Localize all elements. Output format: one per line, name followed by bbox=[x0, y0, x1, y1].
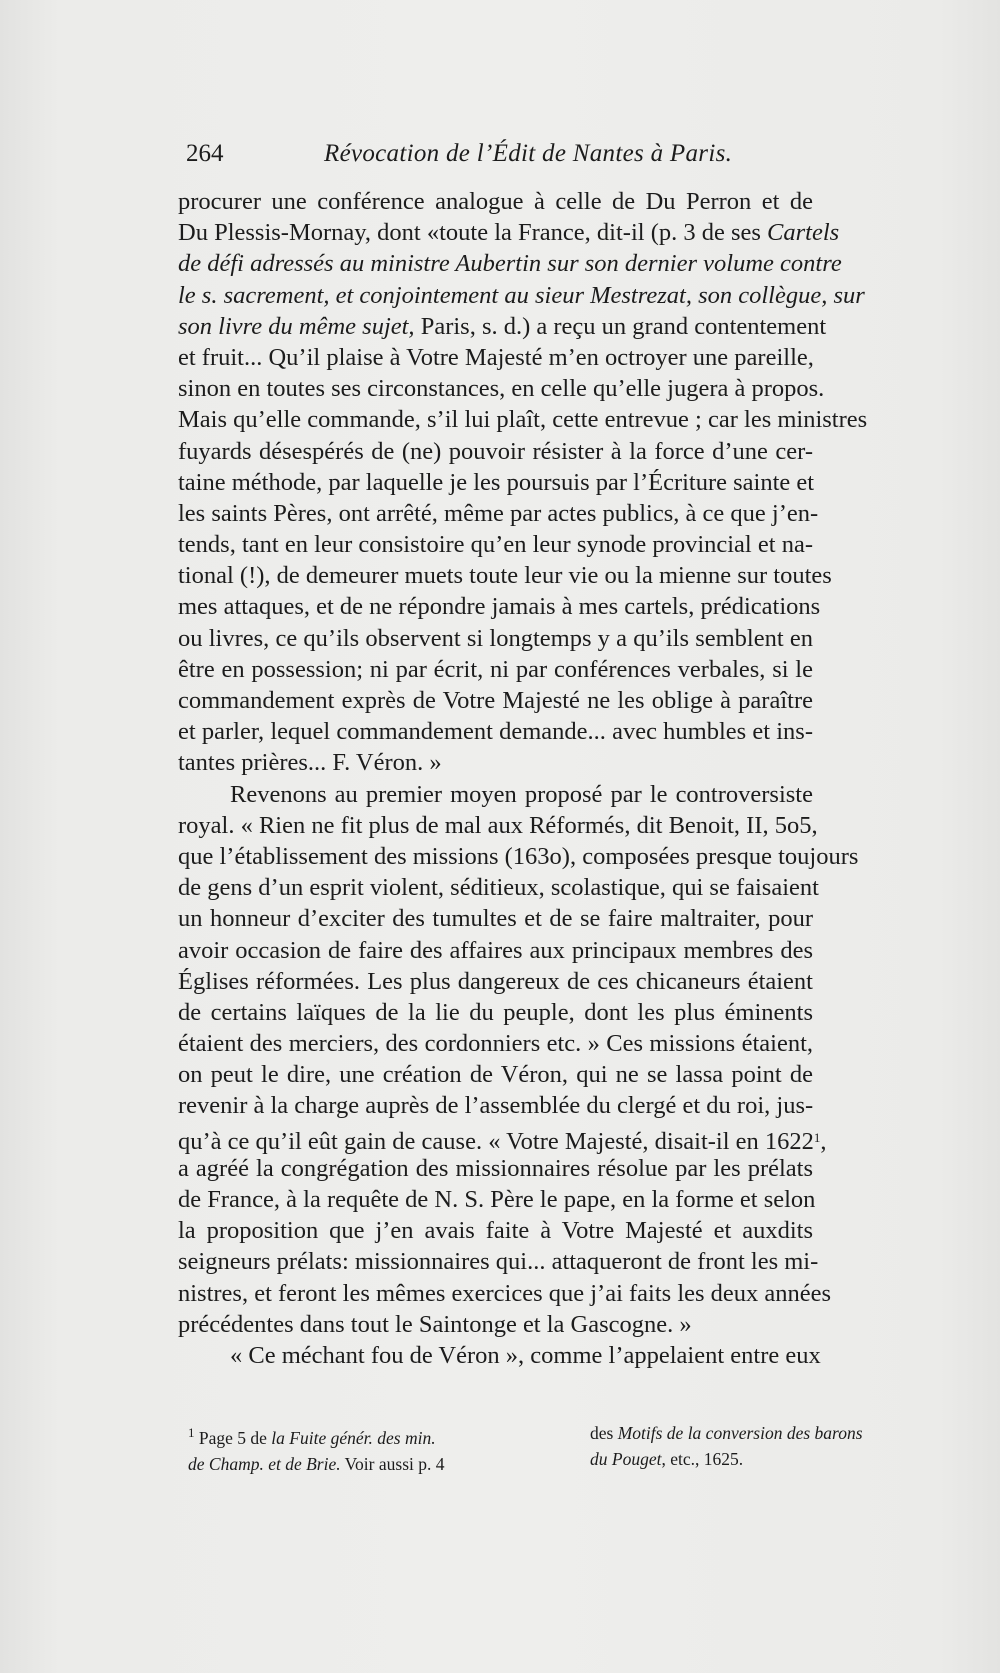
text-line: Du Plessis-Mornay, dont «toute la France, dit-il (p. 3 de ses Cartels bbox=[178, 219, 840, 247]
text-line: sinon en toutes ses circonstances, en celle qu’elle jugera à propos. bbox=[178, 375, 825, 403]
text-line: a agréé la congrégation des missionnaires résolue par les prélats bbox=[178, 1154, 813, 1182]
text-line: le s. sacrement, et conjointement au sieur Mestrezat, son collègue, sur bbox=[178, 281, 865, 309]
text-line: et fruit... Qu’il plaise à Votre Majesté m’en octroyer une pareille, bbox=[178, 343, 814, 371]
footnote-column-left bbox=[188, 1420, 568, 1477]
text-line: fuyards désespérés de (ne) pouvoir résister à la force d’une cer- bbox=[178, 437, 813, 465]
text-line: qu’à ce qu’il eût gain de cause. « Votre Majesté, disait-il en 1622$^1$, bbox=[178, 1127, 827, 1155]
text-line: avoir occasion de faire des affaires aux principaux membres des bbox=[178, 936, 813, 964]
footnote-line: des Motifs de la conversion des barons bbox=[590, 1423, 863, 1443]
text-line: royal. « Rien ne fit plus de mal aux Réformés, dit Benoit, II, 5o5, bbox=[178, 811, 818, 839]
text-line: nistres, et feront les mêmes exercices que j’ai faits les deux années bbox=[178, 1279, 832, 1307]
text-line: et parler, lequel commandement demande... avec humbles et ins- bbox=[178, 718, 813, 746]
text-line: les saints Pères, ont arrêté, même par actes publics, à ce que j’en- bbox=[178, 499, 819, 527]
text-line: « Ce méchant fou de Véron », comme l’appelaient entre eux bbox=[230, 1341, 821, 1369]
text-line: mes attaques, et de ne répondre jamais à mes cartels, prédications bbox=[178, 593, 821, 621]
text-line: étaient des merciers, des cordonniers etc. » Ces missions étaient, bbox=[178, 1030, 813, 1058]
text-line: son livre du même sujet, Paris, s. d.) a reçu un grand contentement bbox=[178, 312, 827, 340]
text-line: la proposition que j’en avais faite à Votre Majesté et auxdits bbox=[178, 1217, 813, 1245]
text-line: taine méthode, par laquelle je les poursuis par l’Écriture sainte et bbox=[178, 468, 815, 496]
text-line: être en possession; ni par écrit, ni par conférences verbales, si le bbox=[178, 655, 813, 683]
text-line: Églises réformées. Les plus dangereux de ces chicaneurs étaient bbox=[178, 967, 813, 995]
text-line: commandement exprès de Votre Majesté ne les oblige à paraître bbox=[178, 687, 813, 714]
footnote-column-right bbox=[590, 1420, 950, 1472]
text-line: tends, tant en leur consistoire qu’en leur synode provincial et na- bbox=[178, 531, 813, 559]
text-line: Mais qu’elle commande, s’il lui plaît, cette entrevue ; car les ministres bbox=[178, 406, 868, 434]
text-line: de France, à la requête de N. S. Père le pape, en la forme et selon bbox=[178, 1186, 816, 1213]
text-line: on peut le dire, une création de Véron, qui ne se lassa point de bbox=[178, 1061, 813, 1089]
text-line: Revenons au premier moyen proposé par le controversiste bbox=[230, 780, 813, 808]
text-line: de gens d’un esprit violent, séditieux, scolastique, qui se faisaient bbox=[178, 874, 819, 902]
text-line: tantes prières... F. Véron. » bbox=[178, 749, 442, 777]
text-line: ou livres, ce qu’ils observent si longtemps y a qu’ils semblent en bbox=[178, 624, 813, 652]
page-header bbox=[186, 140, 814, 174]
text-line: tional (!), de demeurer muets toute leur vie ou la mienne sur toutes bbox=[178, 562, 832, 590]
running-title: Révocation de l’Édit de Nantes à Paris. bbox=[324, 140, 733, 167]
text-line: revenir à la charge auprès de l’assemblée du clergé et du roi, jus- bbox=[178, 1092, 814, 1120]
text-line: précédentes dans tout le Saintonge et la Gascogne. » bbox=[178, 1310, 692, 1338]
page-number: 264 bbox=[186, 140, 224, 167]
footnote-line: de Champ. et de Brie. Voir aussi p. 4 bbox=[188, 1454, 445, 1474]
text-line: de défi adressés au ministre Aubertin sur son dernier volume contre bbox=[178, 250, 842, 278]
body-text bbox=[178, 186, 868, 1371]
text-line: que l’établissement des missions (163o), composées presque toujours bbox=[178, 842, 859, 870]
text-line: seigneurs prélats: missionnaires qui... attaqueront de front les mi- bbox=[178, 1248, 819, 1276]
text-line: de certains laïques de la lie du peuple, dont les plus éminents bbox=[178, 998, 813, 1026]
text-line: un honneur d’exciter des tumultes et de se faire maltraiter, pour bbox=[178, 905, 813, 933]
footnotes bbox=[188, 1420, 948, 1480]
footnote-line: du Pouget, etc., 1625. bbox=[590, 1449, 744, 1469]
text-line: procurer une conférence analogue à celle de Du Perron et de bbox=[178, 188, 813, 215]
footnote-line: $^1$ Page 5 de la Fuite génér. des min. bbox=[188, 1425, 436, 1448]
